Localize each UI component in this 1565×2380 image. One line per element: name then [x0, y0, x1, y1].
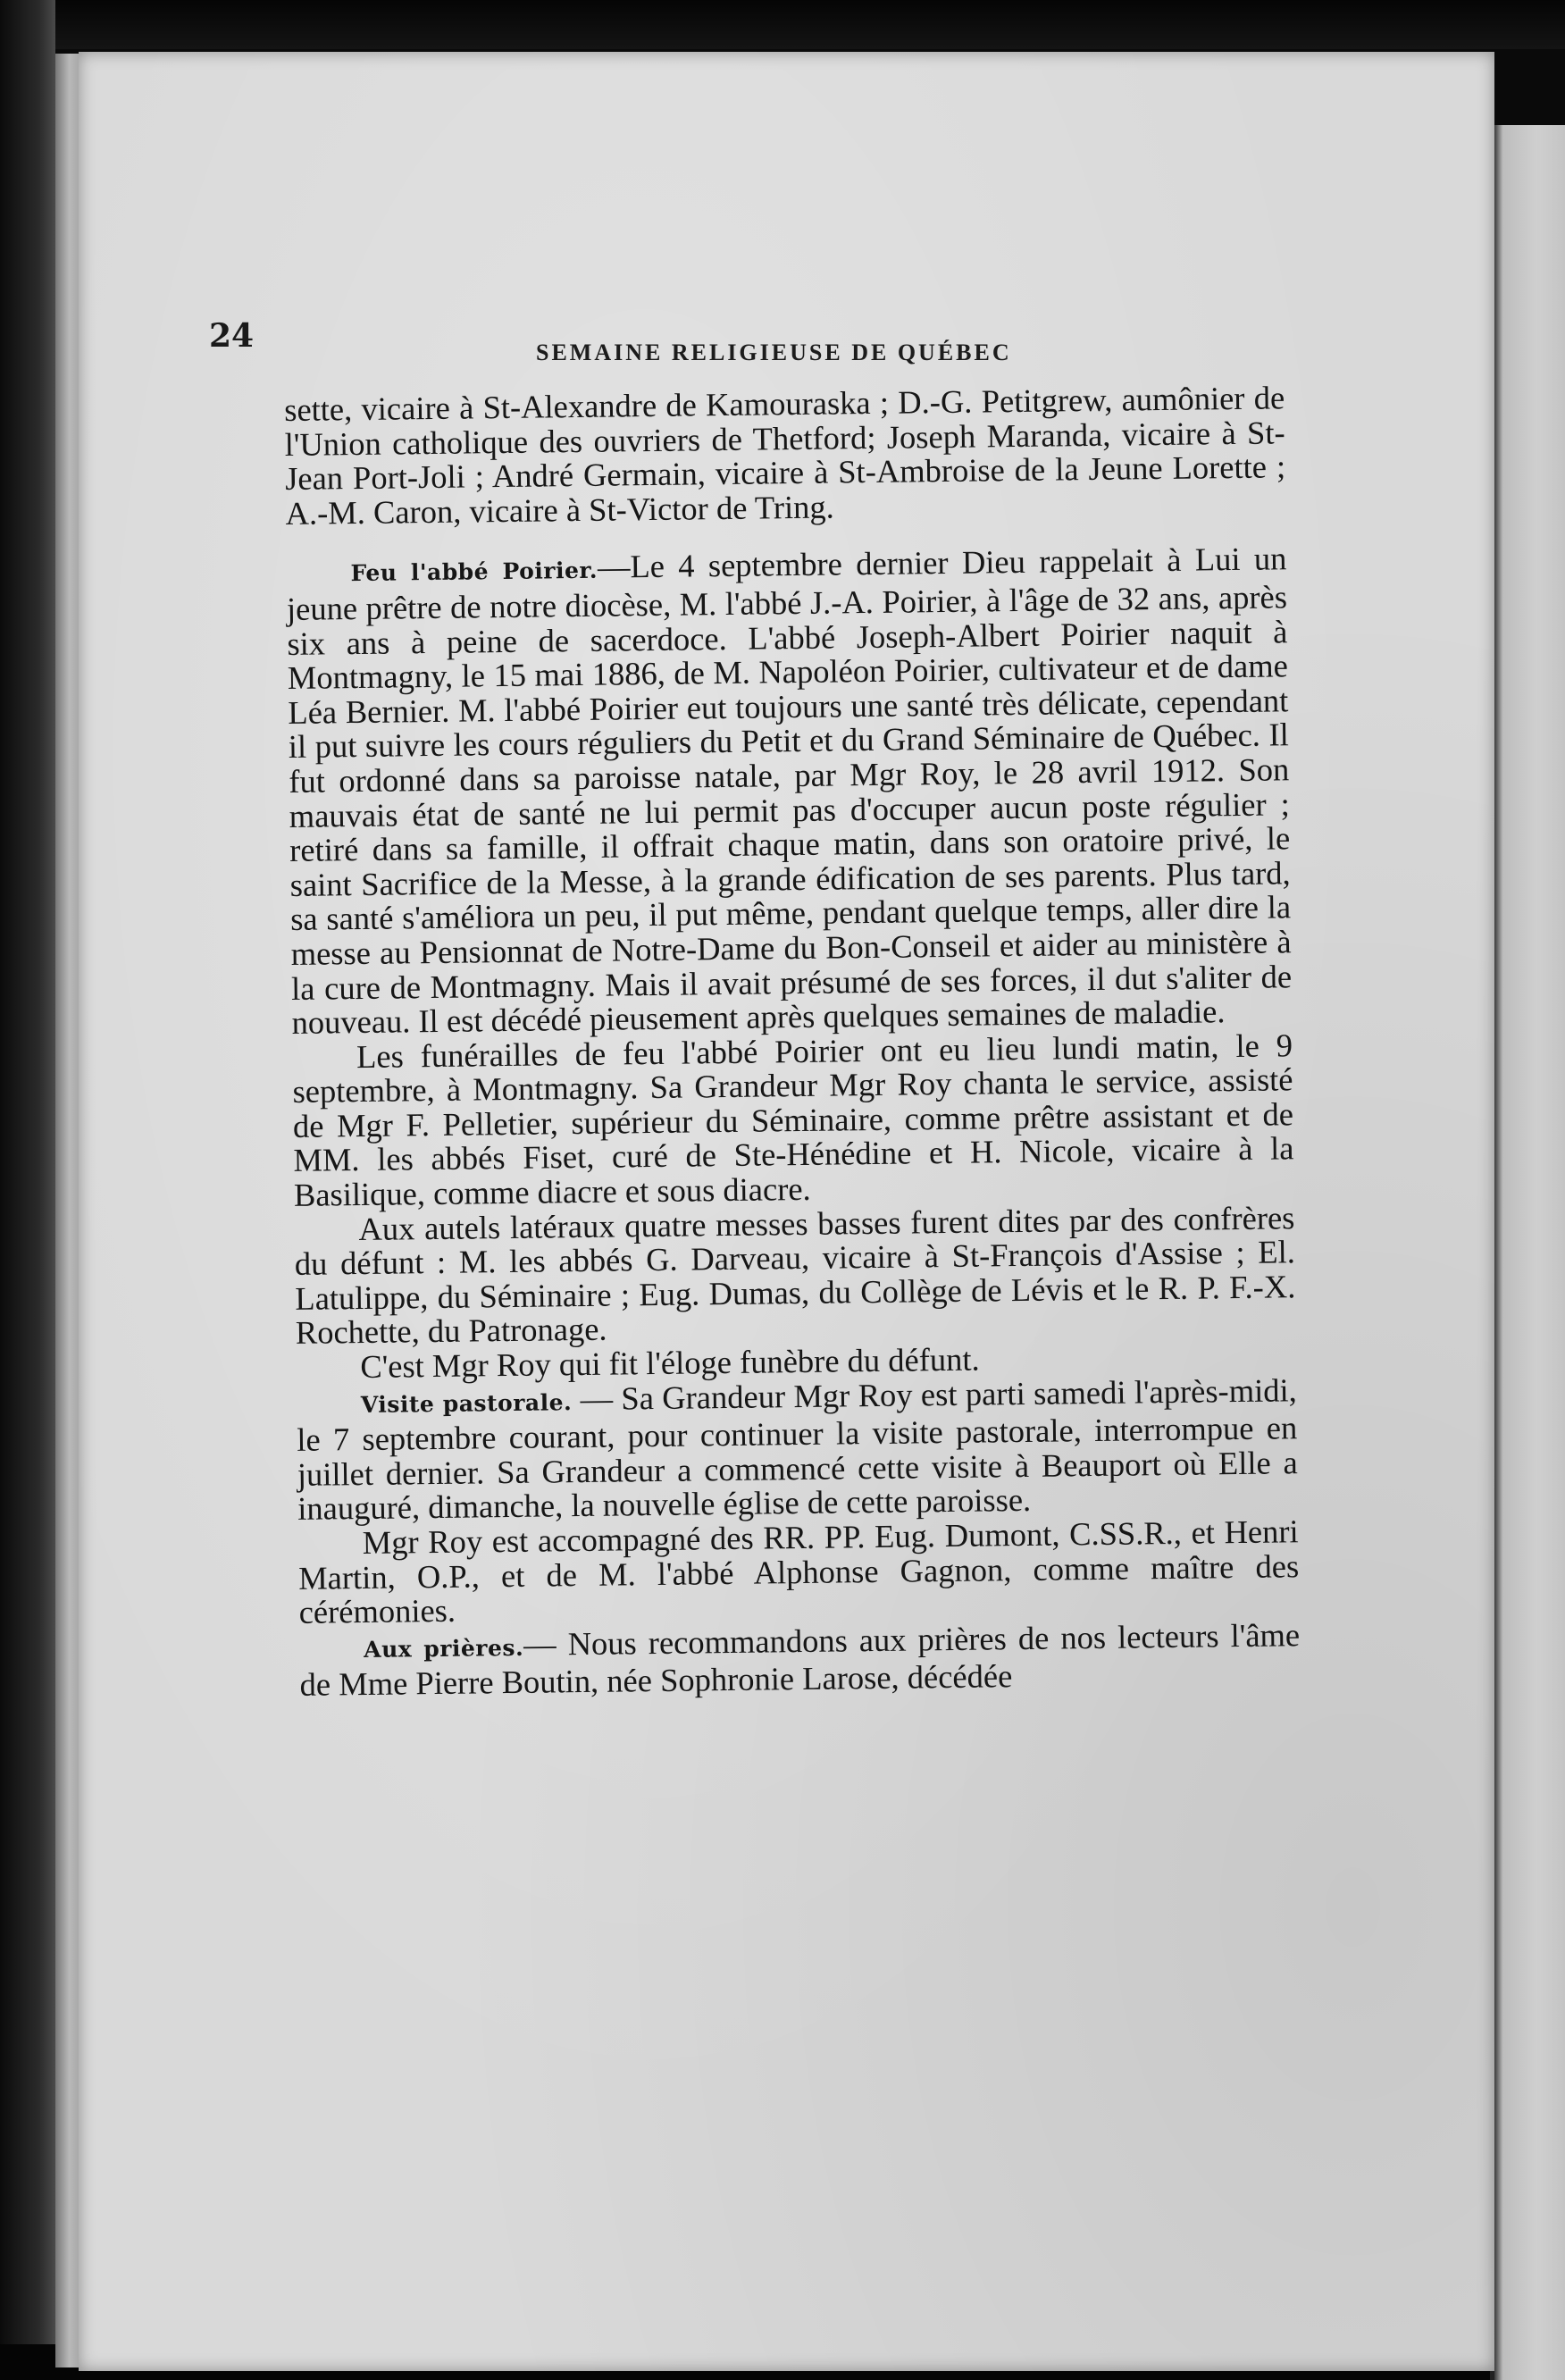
- prayers-text: — Nous recommandons aux prières de nos lecteurs l'âme de Mme Pierre Boutin, née Sophronie Larose, décédée: [299, 1615, 1301, 1704]
- article-body: [284, 381, 1301, 1703]
- page-binding: [55, 54, 79, 2367]
- section-heading-prayers: Aux prières.: [364, 1634, 524, 1663]
- section-heading-visit: Visite pastorale.: [360, 1388, 573, 1418]
- paragraph-prayers: [299, 1615, 1301, 1704]
- running-head: SEMAINE RELIGIEUSE DE QUÉBEC: [536, 339, 1012, 365]
- next-page-edge: [1494, 125, 1565, 2380]
- film-border-left: [0, 0, 55, 2380]
- pastoral-visit-text: — Sa Grandeur Mgr Roy est parti samedi l'après-midi, le 7 septembre courant, pour continuer la visite pastorale, interrompue en juillet dernier. Sa Grandeur a commencé cette visite à Beauport où Elle a inauguré, dimanche, la nouvelle église de cette paroisse.: [297, 1370, 1298, 1528]
- paragraph-companions: Mgr Roy est accompagné des RR. PP. Eug. Dumont, C.SS.R., et Henri Martin, O.P., et de M. l'abbé Alphonse Gagnon, comme maître des cérémonies.: [297, 1513, 1300, 1631]
- paragraph-pastoral-visit: [297, 1370, 1299, 1528]
- section-heading-poirier: Feu l'abbé Poirier.: [350, 557, 598, 587]
- paragraph-obituary-poirier: [286, 542, 1293, 1041]
- paragraph-side-altars: Aux autels latéraux quatre messes basses furent dites par des confrères du défunt : M. les abbés G. Darveau, vicaire à St-François d'Assise ; El. Latulippe, du Séminaire ; Eug. Dumas, du Collège de Lévis et le R. P. F.-X. Rochette, du Patronage.: [294, 1198, 1296, 1352]
- paragraph-clergy-appointments: sette, vicaire à St-Alexandre de Kamouraska ; D.-G. Petitgrew, aumônier de l'Union catholique des ouvriers de Thetford; Joseph Maranda, vicaire à St-Jean Port-Joli ; André Germain, vicaire à St-Ambroise de la Jeune Lorette ; A.-M. Caron, vicaire à St-Victor de Tring.: [283, 379, 1286, 532]
- obituary-text: —Le 4 septembre dernier Dieu rappelait à Lui un jeune prêtre de notre diocèse, M. l'abbé J.-A. Poirier, à l'âge de 32 ans, après six ans à peine de sacerdoce. L'abbé Joseph-Albert Poirier naquit à Montmagny, le 15 mai 1886, de M. Napoléon Poirier, cultivateur et de dame Léa Bernier. M. l'abbé Poirier eut toujours une santé très délicate, cependant il put suivre les cours réguliers du Petit et du Grand Séminaire de Québec. Il fut ordonné dans sa paroisse natale, par Mgr Roy, le 28 avril 1912. Son mauvais état de santé ne lui permit pas d'occuper aucun poste régulier ; retiré dans sa famille, il offrait chaque matin, dans son oratoire privé, le saint Sacrifice de la Messe, à la grande édification de ses parents. Plus tard, sa santé s'améliora un peu, il put même, pendant quelque temps, aller dire la messe au Pensionnat de Notre-Dame du Bon-Conseil et aider au ministère à la cure de Montmagny. Mais il avait présumé de ses forces, il dut s'aliter de nouveau. Il est décédé pieusement après quelques semaines de maladie.: [286, 540, 1293, 1042]
- paragraph-eulogy: C'est Mgr Roy qui fit l'éloge funèbre du défunt.: [360, 1340, 980, 1386]
- film-border-top: [0, 0, 1565, 49]
- page-number: 24: [209, 317, 255, 355]
- paragraph-funeral: Les funérailles de feu l'abbé Poirier ont eu lieu lundi matin, le 9 septembre, à Montmagny. Sa Grandeur Mgr Roy chanta le service, assisté de Mgr F. Pelletier, supérieur du Séminaire, comme prêtre assistant et de MM. les abbés Fiset, curé de Ste-Hénédine et H. Nicole, vicaire à la Basilique, comme diacre et sous diacre.: [292, 1026, 1294, 1213]
